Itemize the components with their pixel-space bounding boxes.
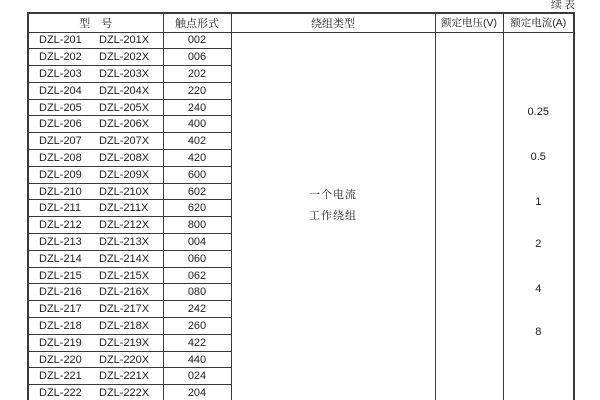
model-number: DZL-201: [39, 34, 82, 47]
model-number: DZL-216: [39, 286, 82, 299]
relay-model-table: [27, 12, 575, 400]
model-number-x: DZL-205X: [99, 101, 150, 114]
model-cell: [28, 183, 163, 200]
model-number-x: DZL-210X: [99, 185, 150, 198]
model-number-x: DZL-208X: [99, 151, 150, 164]
model-number: DZL-213: [39, 235, 82, 248]
model-cell: [28, 301, 163, 318]
contact-form-cell: 202: [163, 66, 231, 83]
model-number-x: DZL-204X: [99, 84, 150, 97]
model-number-x: DZL-211X: [99, 202, 149, 215]
model-number-x: DZL-201X: [99, 34, 150, 47]
rated-current-value: 2: [535, 237, 542, 250]
model-number: DZL-217: [39, 303, 82, 316]
model-number: DZL-221: [39, 370, 82, 383]
model-number-x: DZL-217X: [99, 303, 150, 316]
model-number-x: DZL-203X: [99, 67, 150, 80]
model-cell: [28, 133, 163, 150]
contact-form-cell: 260: [163, 318, 231, 335]
model-number: DZL-218: [39, 319, 82, 332]
model-cell: [28, 166, 163, 183]
winding-type-line: 工作绕组: [309, 209, 357, 222]
table-row: [28, 32, 574, 49]
model-cell: [28, 368, 163, 385]
model-cell: [28, 116, 163, 133]
model-cell: [28, 217, 163, 234]
table-body: [28, 32, 574, 400]
model-number-x: DZL-212X: [99, 219, 150, 232]
model-number: DZL-215: [39, 269, 82, 282]
contact-form-cell: 240: [163, 99, 231, 116]
model-number-x: DZL-214X: [99, 252, 150, 265]
model-number: DZL-211: [39, 202, 81, 215]
model-cell: [28, 234, 163, 251]
model-number-x: DZL-213X: [99, 235, 150, 248]
model-cell: [28, 99, 163, 116]
model-number: DZL-210: [39, 185, 82, 198]
model-cell: [28, 32, 163, 49]
winding-type-text: [232, 185, 435, 227]
header-winding-type: 绕组类型: [231, 13, 435, 32]
rated-voltage-cell: [435, 32, 503, 400]
contact-form-cell: 242: [163, 301, 231, 318]
winding-type-line: 一个电流: [309, 188, 357, 201]
contact-form-cell: 420: [163, 150, 231, 167]
model-cell: [28, 267, 163, 284]
model-number-x: DZL-218X: [99, 319, 150, 332]
contact-form-cell: 422: [163, 334, 231, 351]
model-number: DZL-214: [39, 252, 82, 265]
model-number: DZL-206: [39, 118, 82, 131]
header-rated-current: 额定电流(A): [503, 13, 574, 32]
rated-current-value: 1: [535, 195, 542, 208]
model-cell: [28, 334, 163, 351]
rated-current-value: 4: [535, 282, 542, 295]
model-number: DZL-219: [39, 336, 82, 349]
rated-current-value: 0.25: [527, 105, 549, 118]
table-header-row: [28, 13, 574, 32]
model-number-x: DZL-222X: [99, 386, 150, 399]
contact-form-cell: 062: [163, 267, 231, 284]
contact-form-cell: 204: [163, 385, 231, 400]
model-number: DZL-207: [39, 135, 82, 148]
contact-form-cell: 080: [163, 284, 231, 301]
model-number-x: DZL-216X: [99, 286, 150, 299]
winding-type-cell: [231, 32, 435, 400]
rated-current-value: 8: [535, 325, 542, 338]
contact-form-cell: 602: [163, 183, 231, 200]
model-number-x: DZL-215X: [99, 269, 150, 282]
header-contact-form: 触点形式: [163, 13, 231, 32]
model-number: DZL-212: [39, 219, 82, 232]
model-number: DZL-202: [39, 51, 82, 64]
contact-form-cell: 060: [163, 250, 231, 267]
rated-current-cell: [503, 32, 574, 400]
contact-form-cell: 800: [163, 217, 231, 234]
contact-form-cell: 220: [163, 82, 231, 99]
model-cell: [28, 250, 163, 267]
model-number-x: DZL-206X: [99, 118, 150, 131]
model-number: DZL-209: [39, 168, 82, 181]
model-number: DZL-222: [39, 386, 82, 399]
model-number: DZL-203: [39, 67, 82, 80]
model-number: DZL-205: [39, 101, 82, 114]
model-number-x: DZL-209X: [99, 168, 150, 181]
rated-current-value: 0.5: [530, 150, 546, 163]
model-cell: [28, 318, 163, 335]
model-number-x: DZL-202X: [99, 51, 150, 64]
model-cell: [28, 82, 163, 99]
model-cell: [28, 200, 163, 217]
model-cell: [28, 284, 163, 301]
contact-form-cell: 024: [163, 368, 231, 385]
contact-form-cell: 600: [163, 166, 231, 183]
contact-form-cell: 620: [163, 200, 231, 217]
model-cell: [28, 66, 163, 83]
model-number-x: DZL-220X: [99, 353, 150, 366]
continued-table-label: 续表: [551, 0, 577, 11]
model-number: DZL-220: [39, 353, 82, 366]
contact-form-cell: 006: [163, 49, 231, 66]
contact-form-cell: 400: [163, 116, 231, 133]
model-number-x: DZL-221X: [99, 370, 150, 383]
model-cell: [28, 150, 163, 167]
contact-form-cell: 002: [163, 32, 231, 49]
model-cell: [28, 49, 163, 66]
model-number-x: DZL-219X: [99, 336, 150, 349]
contact-form-cell: 440: [163, 351, 231, 368]
header-model: 型 号: [28, 13, 163, 32]
contact-form-cell: 402: [163, 133, 231, 150]
model-number-x: DZL-207X: [99, 135, 150, 148]
header-rated-voltage: 额定电压(V): [435, 13, 503, 32]
model-cell: [28, 351, 163, 368]
model-cell: [28, 385, 163, 400]
model-number: DZL-204: [39, 84, 82, 97]
model-number: DZL-208: [39, 151, 82, 164]
contact-form-cell: 004: [163, 234, 231, 251]
